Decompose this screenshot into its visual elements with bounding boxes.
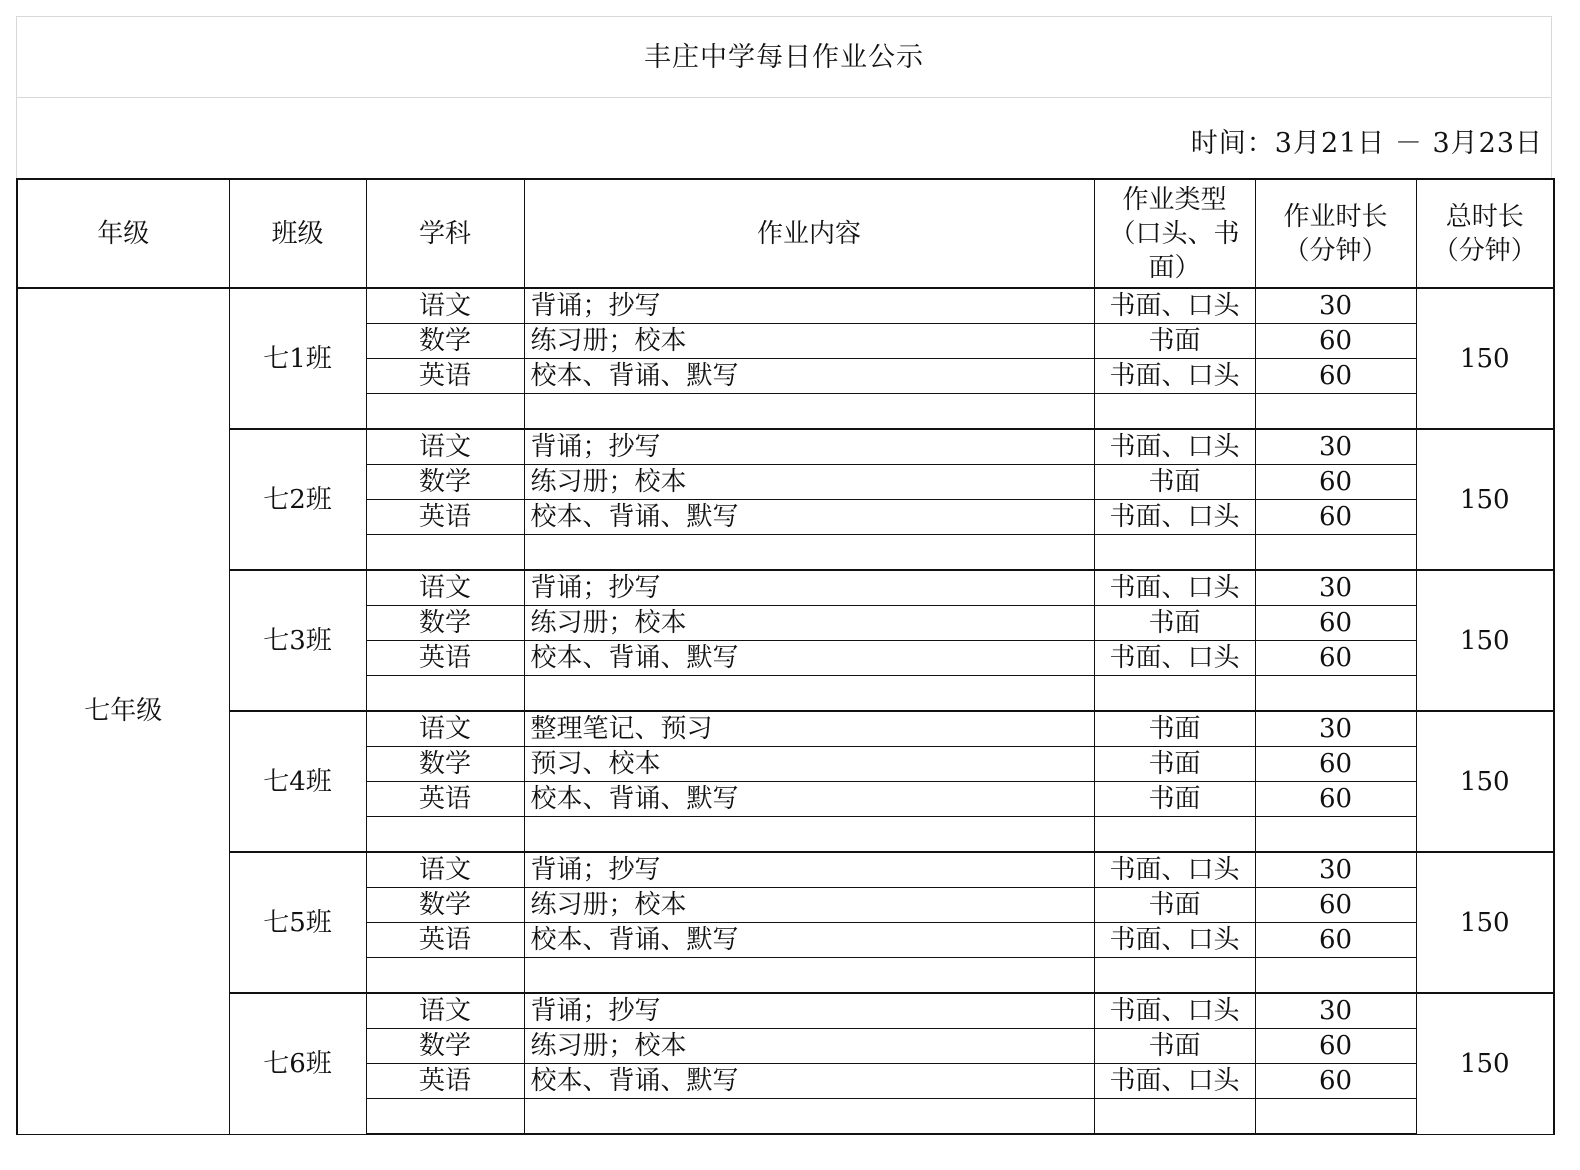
- type-cell: 书面: [1094, 747, 1255, 782]
- duration-cell: 30: [1255, 570, 1416, 606]
- total-cell: 150: [1416, 288, 1554, 429]
- duration-cell: 60: [1255, 324, 1416, 359]
- type-cell: 书面、口头: [1094, 923, 1255, 958]
- duration-cell: 60: [1255, 888, 1416, 923]
- subject-cell: 英语: [366, 1064, 524, 1099]
- grade-cell: 七年级: [17, 288, 229, 1134]
- duration-cell: 60: [1255, 1064, 1416, 1099]
- duration-cell: 60: [1255, 641, 1416, 676]
- content-cell: 背诵；抄写: [524, 429, 1094, 465]
- duration-cell: 60: [1255, 1029, 1416, 1064]
- content-cell: 练习册；校本: [524, 606, 1094, 641]
- duration-cell: 60: [1255, 606, 1416, 641]
- header-duration: 作业时长（分钟）: [1255, 179, 1416, 288]
- subject-cell: 数学: [366, 888, 524, 923]
- subject-cell: 数学: [366, 1029, 524, 1064]
- class-cell: 七2班: [229, 429, 366, 570]
- subject-cell: 英语: [366, 500, 524, 535]
- header-row: [17, 179, 1554, 288]
- content-cell: 背诵；抄写: [524, 288, 1094, 324]
- table-row: [17, 288, 1554, 324]
- table-row: [17, 429, 1554, 465]
- duration-cell: 30: [1255, 852, 1416, 888]
- content-cell: [524, 958, 1094, 994]
- subject-cell: 数学: [366, 606, 524, 641]
- type-cell: 书面: [1094, 1029, 1255, 1064]
- page-title: 丰庄中学每日作业公示: [17, 17, 1551, 98]
- subject-cell: 英语: [366, 923, 524, 958]
- header-total: 总时长（分钟）: [1416, 179, 1554, 288]
- content-cell: 练习册；校本: [524, 324, 1094, 359]
- content-cell: 校本、背诵、默写: [524, 923, 1094, 958]
- total-cell: 150: [1416, 570, 1554, 711]
- content-cell: 背诵；抄写: [524, 852, 1094, 888]
- homework-table: [16, 178, 1555, 1135]
- table-row: [17, 711, 1554, 747]
- subject-cell: 数学: [366, 747, 524, 782]
- table-row: [17, 852, 1554, 888]
- duration-cell: [1255, 1099, 1416, 1135]
- content-cell: 校本、背诵、默写: [524, 782, 1094, 817]
- total-cell: 150: [1416, 711, 1554, 852]
- type-cell: 书面、口头: [1094, 993, 1255, 1029]
- content-cell: [524, 676, 1094, 712]
- header-grade: 年级: [17, 179, 229, 288]
- duration-cell: 30: [1255, 288, 1416, 324]
- duration-cell: 60: [1255, 500, 1416, 535]
- subject-cell: 语文: [366, 711, 524, 747]
- type-cell: 书面、口头: [1094, 1064, 1255, 1099]
- header-class: 班级: [229, 179, 366, 288]
- type-cell: 书面: [1094, 888, 1255, 923]
- subject-cell: 英语: [366, 359, 524, 394]
- content-cell: 校本、背诵、默写: [524, 500, 1094, 535]
- duration-cell: 30: [1255, 711, 1416, 747]
- class-cell: 七1班: [229, 288, 366, 429]
- type-cell: [1094, 817, 1255, 853]
- total-cell: 150: [1416, 993, 1554, 1134]
- class-cell: 七4班: [229, 711, 366, 852]
- total-cell: 150: [1416, 429, 1554, 570]
- subject-cell: [366, 1099, 524, 1135]
- type-cell: 书面、口头: [1094, 570, 1255, 606]
- type-cell: [1094, 535, 1255, 571]
- content-cell: [524, 394, 1094, 430]
- type-cell: [1094, 394, 1255, 430]
- type-cell: 书面: [1094, 606, 1255, 641]
- content-cell: 校本、背诵、默写: [524, 1064, 1094, 1099]
- content-cell: 练习册；校本: [524, 1029, 1094, 1064]
- date-range: 时间：3月21日 － 3月23日: [1190, 128, 1543, 159]
- subject-cell: 英语: [366, 641, 524, 676]
- subject-cell: 语文: [366, 429, 524, 465]
- subject-cell: [366, 676, 524, 712]
- total-cell: 150: [1416, 852, 1554, 993]
- duration-cell: [1255, 958, 1416, 994]
- subject-cell: [366, 535, 524, 571]
- content-cell: 练习册；校本: [524, 465, 1094, 500]
- type-cell: 书面: [1094, 711, 1255, 747]
- class-cell: 七6班: [229, 993, 366, 1134]
- type-cell: 书面: [1094, 782, 1255, 817]
- header-subject: 学科: [366, 179, 524, 288]
- type-cell: 书面: [1094, 324, 1255, 359]
- duration-cell: 60: [1255, 782, 1416, 817]
- subject-cell: [366, 958, 524, 994]
- duration-cell: [1255, 817, 1416, 853]
- header-content: 作业内容: [524, 179, 1094, 288]
- subject-cell: 英语: [366, 782, 524, 817]
- subject-cell: 语文: [366, 288, 524, 324]
- type-cell: 书面、口头: [1094, 429, 1255, 465]
- subject-cell: 数学: [366, 324, 524, 359]
- content-cell: [524, 817, 1094, 853]
- content-cell: 练习册；校本: [524, 888, 1094, 923]
- content-cell: [524, 1099, 1094, 1135]
- subject-cell: 语文: [366, 570, 524, 606]
- table-row: [17, 570, 1554, 606]
- subject-cell: [366, 394, 524, 430]
- subject-cell: [366, 817, 524, 853]
- type-cell: 书面: [1094, 465, 1255, 500]
- duration-cell: 60: [1255, 747, 1416, 782]
- type-cell: [1094, 1099, 1255, 1135]
- type-cell: 书面、口头: [1094, 288, 1255, 324]
- type-cell: 书面、口头: [1094, 500, 1255, 535]
- content-cell: 背诵；抄写: [524, 993, 1094, 1029]
- content-cell: 预习、校本: [524, 747, 1094, 782]
- subject-cell: 语文: [366, 993, 524, 1029]
- content-cell: 背诵；抄写: [524, 570, 1094, 606]
- type-cell: [1094, 676, 1255, 712]
- content-cell: [524, 535, 1094, 571]
- subject-cell: 数学: [366, 465, 524, 500]
- duration-cell: 60: [1255, 359, 1416, 394]
- type-cell: 书面、口头: [1094, 641, 1255, 676]
- content-cell: 校本、背诵、默写: [524, 641, 1094, 676]
- duration-cell: 30: [1255, 429, 1416, 465]
- class-cell: 七5班: [229, 852, 366, 993]
- duration-cell: 30: [1255, 993, 1416, 1029]
- content-cell: 校本、背诵、默写: [524, 359, 1094, 394]
- content-cell: 整理笔记、预习: [524, 711, 1094, 747]
- duration-cell: 60: [1255, 465, 1416, 500]
- type-cell: [1094, 958, 1255, 994]
- type-cell: 书面、口头: [1094, 852, 1255, 888]
- duration-cell: [1255, 535, 1416, 571]
- subject-cell: 语文: [366, 852, 524, 888]
- type-cell: 书面、口头: [1094, 359, 1255, 394]
- class-cell: 七3班: [229, 570, 366, 711]
- table-row: [17, 993, 1554, 1029]
- table-body: [17, 288, 1554, 1134]
- sheet-header: [16, 16, 1552, 178]
- duration-cell: 60: [1255, 923, 1416, 958]
- header-type: 作业类型（口头、书面）: [1094, 179, 1255, 288]
- duration-cell: [1255, 394, 1416, 430]
- duration-cell: [1255, 676, 1416, 712]
